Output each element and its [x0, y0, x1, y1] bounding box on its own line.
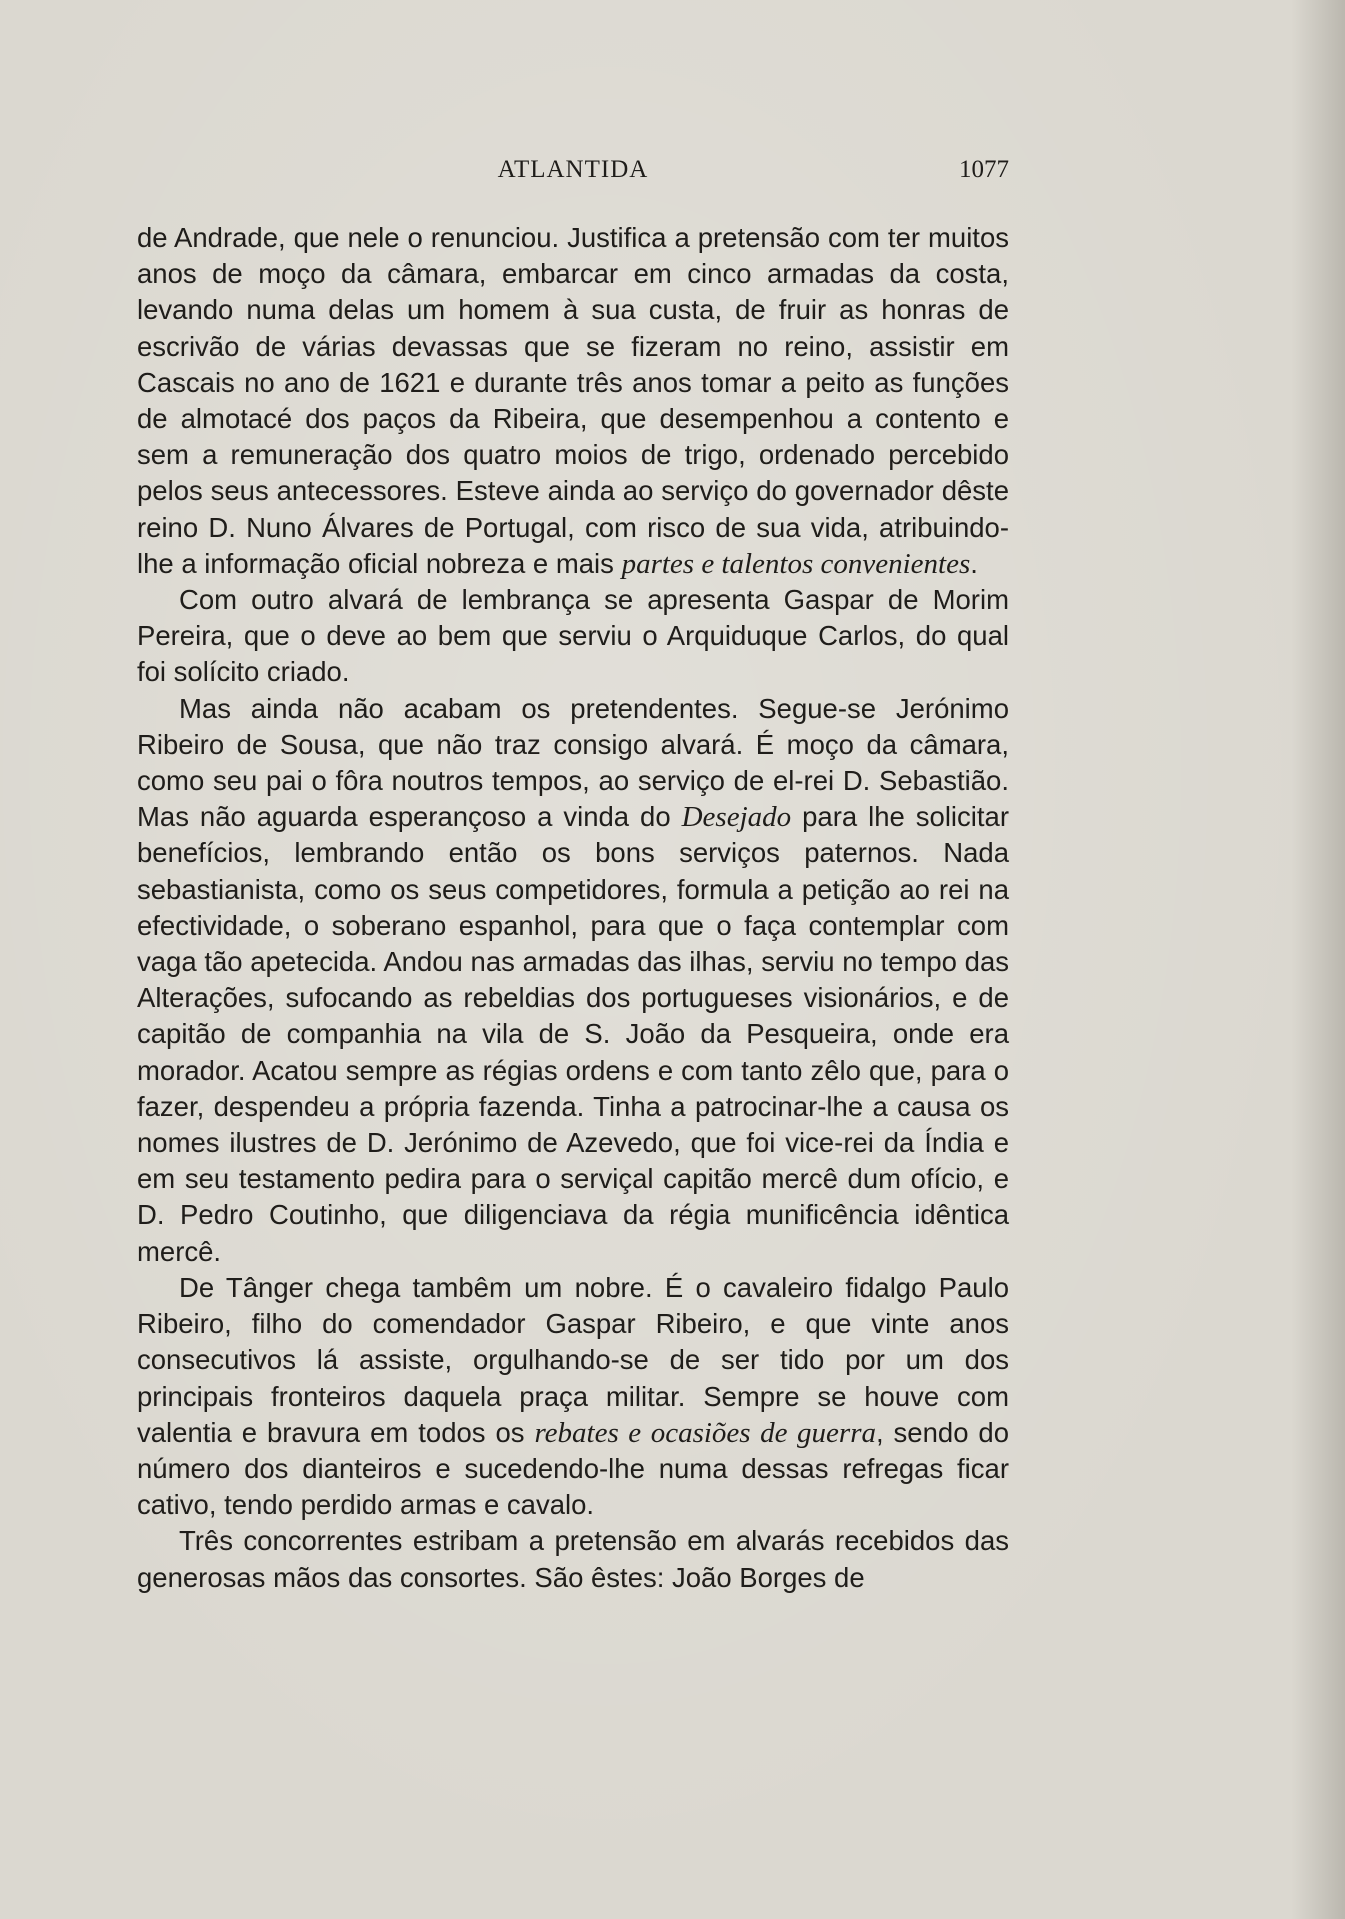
text-run: para lhe solicitar benefícios, lembrando então os bons serviços paternos. Nada sebastianista, como os seus competidores, formula a petição ao rei na efectividade, o soberano espanhol, para que o faça contemplar com vaga tão apetecida. Andou nas armadas das ilhas, serviu no tempo das Alterações, sufocando as rebeldias dos portugueses visionários, e de capitão de companhia na vila de S. João da Pesqueira, onde era morador. Acatou sempre as régias ordens e com tanto zêlo que, para o fazer, despendeu a própria fazenda. Tinha a patrocinar-lhe a causa os nomes ilustres de D. Jerónimo de Azevedo, que foi vice-rei da Índia e em seu testamento pedira para o serviçal capitão mercê dum ofício, e D. Pedro Coutinho, que diligenciava da régia munificência idêntica mercê. — [137, 801, 1009, 1267]
text-run: Com outro alvará de lembrança se apresenta Gaspar de Morim Pereira, que o deve ao bem que serviu o Arquiduque Carlos, do qual foi solícito criado. — [137, 584, 1009, 688]
text-run: de Andrade, que nele o renunciou. Justifica a pretensão com ter muitos anos de moço da câmara, embarcar em cinco armadas da costa, levando numa delas um homem à sua custa, de fruir as honras de escrivão de várias devassas que se fizeram no reino, assistir em Cascais no ano de 1621 e durante três anos tomar a peito as funções de almotacé dos paços da Ribeira, que desempenhou a contento e sem a remuneração dos quatro moios de trigo, ordenado percebido pelos seus antecessores. Esteve ainda ao serviço do governador dêste reino D. Nuno Álvares de Portugal, com risco de sua vida, atribuindo-lhe a informação oficial nobreza e mais — [137, 222, 1009, 579]
paragraph — [137, 1523, 1009, 1595]
italic-text: partes e talentos convenientes — [621, 547, 971, 580]
text-run: , sendo do número dos dianteiros e sucedendo-lhe numa dessas refregas ficar cativo, tendo perdido armas e cavalo. — [137, 1416, 1010, 1521]
running-header — [137, 156, 1009, 190]
text-run: Três concorrentes estribam a pretensão em alvarás recebidos das generosas mãos das consortes. São êstes: João Borges de — [137, 1525, 1009, 1593]
italic-text: Desejado — [681, 801, 792, 834]
paragraph — [137, 220, 1009, 582]
paragraph — [137, 582, 1009, 691]
text-run: De Tânger chega tambêm um nobre. É o cavaleiro fidalgo Paulo Ribeiro, filho do comendador Gaspar Ribeiro, e que vinte anos consecutivos lá assiste, orgulhando-se de ser tido por um dos principais fronteiros daquela praça militar. Sempre se houve com valentia e bravura em todos os — [137, 1271, 1009, 1448]
page-number: 1077 — [959, 156, 1009, 183]
italic-text: rebates e ocasiões de guerra — [534, 1416, 876, 1449]
text-run: Mas ainda não acabam os pretendentes. Segue-se Jerónimo Ribeiro de Sousa, que não traz consigo alvará. É moço da câmara, como seu pai o fôra noutros tempos, ao serviço de el-rei D. Sebastião. Mas não aguarda esperançoso a vinda do — [137, 692, 1009, 833]
text-run: . — [970, 547, 978, 579]
paragraph — [137, 691, 1009, 1270]
paragraph — [137, 1270, 1009, 1523]
running-title: ATLANTIDA — [497, 156, 649, 183]
body-text — [137, 220, 1009, 1596]
